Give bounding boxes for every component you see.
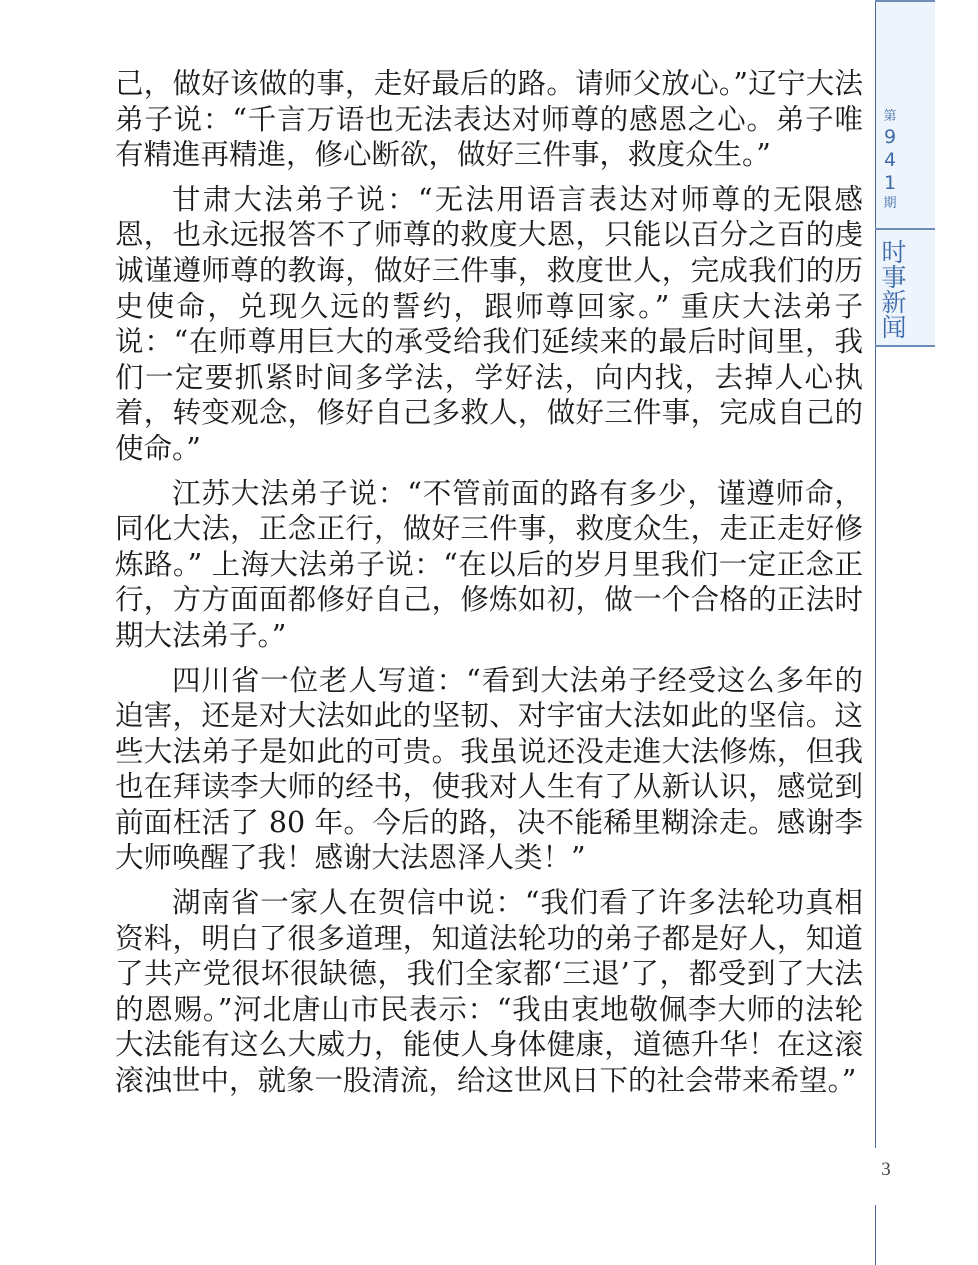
sidebar-divider (875, 228, 935, 230)
issue-suffix: 期 (883, 196, 897, 211)
section-char: 事 (881, 263, 907, 292)
issue-prefix: 第 (883, 109, 897, 124)
paragraph: 湖南省一家人在贺信中说：“我们看了许多法轮功真相资料，明白了很多道理，知道法轮功的弟子都是好人，知道了共产党很坏很缺德，我们全家都‘三退’了，都受到了大法的恩赐。”河北唐山市民表示：“我由衷地敬佩李大师的法轮大法能有这么大威力，能使人身体健康，道德升华！在这滚滚浊世中，就象一股清流，给这世风日下的社会带来希望。” (115, 886, 863, 1098)
page-number: 3 (881, 1159, 891, 1180)
sidebar-divider (875, 0, 935, 2)
section-char: 闻 (881, 313, 907, 342)
page-sidebar (875, 0, 978, 1265)
section-char: 新 (881, 288, 907, 317)
paragraph: 己，做好该做的事，走好最后的路。请师父放心。”辽宁大法弟子说：“千言万语也无法表达对师尊的感恩之心。弟子唯有精進再精進，修心断欲，做好三件事，救度众生。” (115, 67, 863, 172)
sidebar-rule (875, 1205, 876, 1265)
issue-digit: 1 (883, 172, 897, 194)
issue-number (875, 108, 905, 213)
issue-digit: 9 (883, 126, 897, 148)
section-title (877, 240, 911, 340)
paragraph: 甘肃大法弟子说：“无法用语言表达对师尊的无限感恩，也永远报答不了师尊的救度大恩，只能以百分之百的虔诚谨遵师尊的教诲，做好三件事，救度世人，完成我们的历史使命，兑现久远的誓约，跟师尊回家。” 重庆大法弟子说：“在师尊用巨大的承受给我们延续来的最后时间里，我们一定要抓紧时间多学法，学好法，向内找，去掉人心执着，转变观念，修好自己多救人，做好三件事，完成自己的使命。” (115, 182, 863, 465)
sidebar-divider (875, 345, 935, 347)
issue-digit: 4 (883, 149, 897, 171)
paragraph: 四川省一位老人写道：“看到大法弟子经受这么多年的迫害，还是对大法如此的坚韧、对宇宙大法如此的坚信。这些大法弟子是如此的可贵。我虽说还没走進大法修炼，但我也在拜读李大师的经书，使我对人生有了从新认识，感觉到前面枉活了 80 年。今后的路，决不能稀里糊涂走。感谢李大师唤醒了我！感谢大法恩泽人类！” (115, 663, 863, 875)
paragraph: 江苏大法弟子说：“不管前面的路有多少，谨遵师命，同化大法，正念正行，做好三件事，救度众生，走正走好修炼路。” 上海大法弟子说：“在以后的岁月里我们一定正念正行，方方面面都修好自己，修炼如初，做一个合格的正法时期大法弟子。” (115, 476, 863, 652)
section-char: 时 (881, 238, 907, 267)
article-body (115, 66, 863, 1099)
